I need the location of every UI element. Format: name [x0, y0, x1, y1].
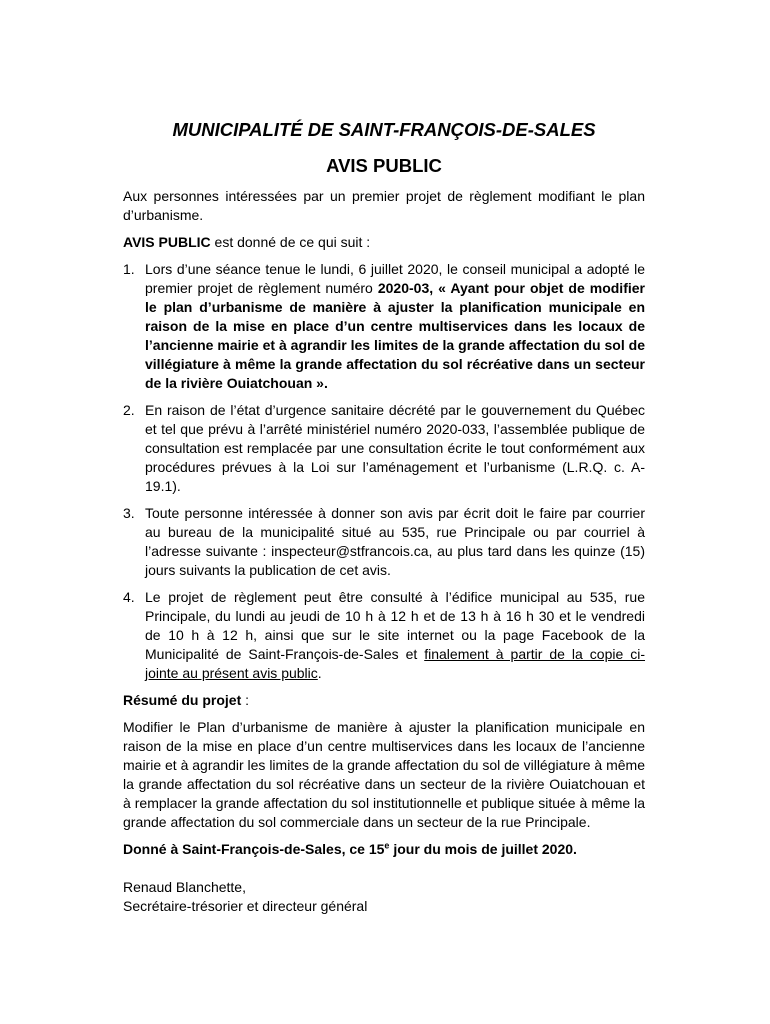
- item-bold-text: 2020-03, « Ayant pour objet de modifier le plan d’urbanisme de manière à ajuster la planification municipale en raison de la mise en place d’un centre multiservices dans les locaux de l’ancienne mairie et à agrandir les limites de la grande affectation du sol de villégiature à même la grande affectation du sol récréative dans un secteur de la rivière Ouiatchouan ».: [145, 280, 645, 391]
- list-item: [123, 401, 645, 496]
- given-start: Donné à Saint-François-de-Sales, ce 15: [123, 841, 385, 857]
- item-text-end: .: [317, 665, 322, 681]
- given-line: [123, 840, 645, 859]
- intro-paragraph: Aux personnes intéressées par un premier projet de règlement modifiant le plan d’urbanisme.: [123, 188, 645, 223]
- summary-heading-rest: :: [241, 692, 250, 708]
- municipality-title: MUNICIPALITÉ DE SAINT-FRANÇOIS-DE-SALES: [172, 119, 596, 140]
- given-superscript: e: [384, 840, 390, 851]
- item-number: 2.: [123, 402, 135, 418]
- signatory-name: Renaud Blanchette,: [123, 879, 246, 895]
- list-item: [123, 260, 645, 393]
- signatory-title: Secrétaire-trésorier et directeur général: [123, 898, 368, 914]
- item-text: Lors d’une séance tenue le lundi, 6 juillet 2020, le conseil municipal a adopté le premier projet de règlement numéro: [145, 261, 645, 296]
- item-text: Le projet de règlement peut être consulté à l’édifice municipal au 535, rue Principale, du lundi au jeudi de 10 h à 12 h et de 13 h à 16 h 30 et le vendredi de 10 h à 12 h, ainsi que sur le site internet ou la page Facebook de la Municipalité de Saint-François-de-Sales et: [145, 589, 645, 662]
- item-text: En raison de l’état d’urgence sanitaire décrété par le gouvernement du Québec et tel que prévu à l’arrêté ministériel numéro 2020-033, l’assemblée publique de consultation est remplacée par une consultation écrite le tout conformément aux procédures prévues à la Loi sur l’aménagement et l’urbanisme (L.R.Q. c. A-19.1).: [145, 402, 645, 494]
- item-text: Toute personne intéressée à donner son avis par écrit doit le faire par courrier au bureau de la municipalité situé au 535, rue Principale ou par courriel à l’adresse suivante : inspecteur@stfrancois.ca, au plus tard dans les quinze (15) jours suivants la publication de cet avis.: [145, 505, 645, 578]
- public-notice-document: [123, 118, 645, 916]
- summary-paragraph: Modifier le Plan d’urbanisme de manière à ajuster la planification municipale en raison de la mise en place d’un centre multiservices dans les locaux de l’ancienne mairie et à agrandir les limites de la grande affectation du sol de villégiature à même la grande affectation du sol récréative dans un secteur de la rivière Ouiatchouan et à remplacer la grande affectation du sol institutionnelle et publique située à même la grande affectation du sol commerciale dans un secteur de la rue Principale.: [123, 719, 645, 830]
- item-number: 3.: [123, 505, 135, 521]
- notice-rest: est donné de ce qui suit :: [210, 234, 371, 250]
- summary-heading: [123, 691, 645, 710]
- notice-items-list: [123, 260, 645, 683]
- given-line-bold: [123, 841, 577, 857]
- list-item: [123, 504, 645, 580]
- item-number: 1.: [123, 261, 135, 277]
- notice-heading: AVIS PUBLIC: [326, 155, 442, 176]
- summary-heading-bold: Résumé du projet: [123, 692, 242, 708]
- item-number: 4.: [123, 589, 135, 605]
- notice-line: [123, 233, 645, 252]
- given-end: jour du mois de juillet 2020.: [389, 841, 577, 857]
- list-item: [123, 588, 645, 683]
- notice-bold: AVIS PUBLIC: [123, 234, 211, 250]
- item-underlined-text: finalement à partir de la copie ci-jointe au présent avis public: [145, 646, 646, 681]
